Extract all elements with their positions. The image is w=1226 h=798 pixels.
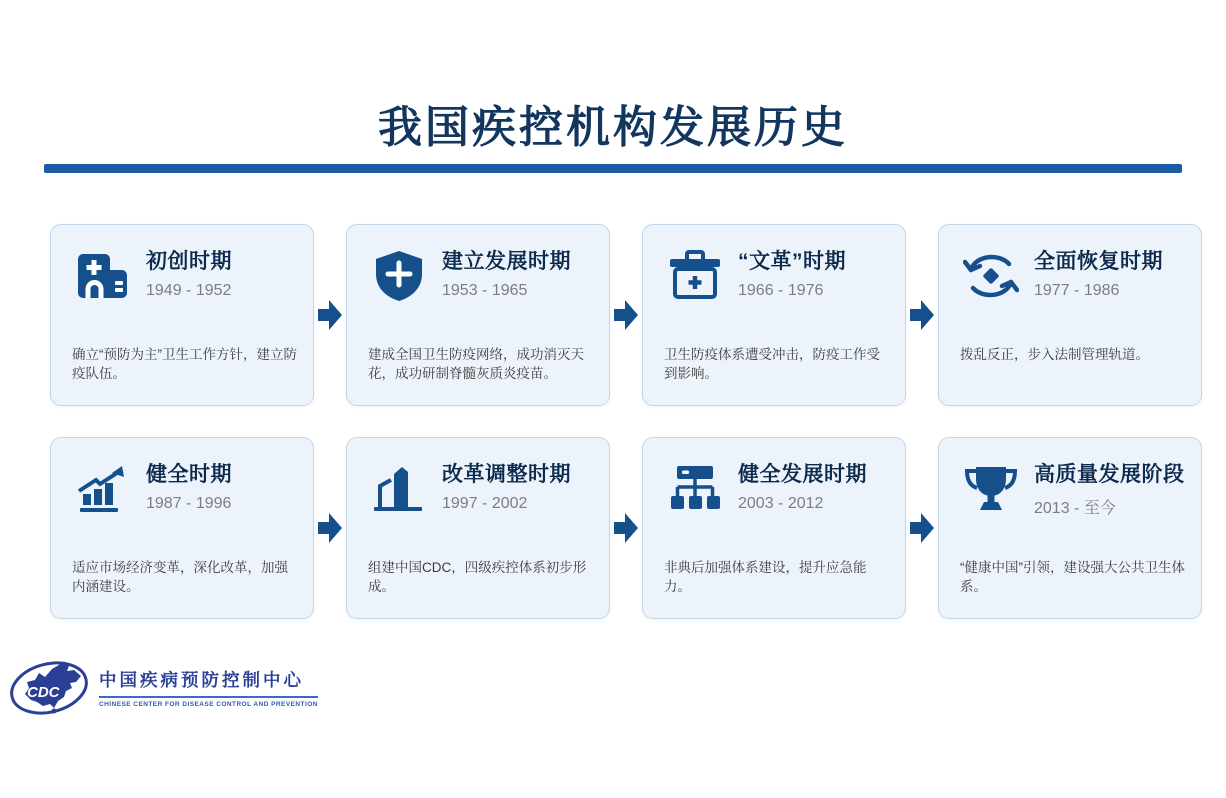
card-period: 1997 - 2002 (442, 495, 528, 513)
card-desc: 拨乱反正，步入法制管理轨道。 (960, 347, 1149, 362)
title-underline (44, 164, 1182, 173)
timeline-card (50, 437, 314, 619)
hospital-icon (75, 249, 131, 303)
card-desc: 适应市场经济变革，深化改革，加强内涵建设。 (72, 560, 288, 595)
arrow-right-icon (910, 511, 934, 545)
shield-plus-icon (371, 249, 427, 303)
card-title: “文革”时期 (738, 250, 846, 273)
arrow-cell (906, 224, 938, 406)
org-name-en: CHINESE CENTER FOR DISEASE CONTROL AND PREVENTION (99, 700, 318, 708)
arrow-right-icon (318, 298, 342, 332)
arrow-right-icon (318, 511, 342, 545)
timeline-card (938, 437, 1202, 619)
org-chart-icon (667, 462, 723, 516)
cdc-logo-block (8, 655, 318, 719)
card-period: 1977 - 1986 (1034, 282, 1120, 300)
card-head (963, 249, 1191, 303)
card-title: 建立发展时期 (442, 250, 571, 273)
org-name-zh: 中国疾病预防控制中心 (99, 667, 318, 698)
card-title: 健全时期 (146, 463, 232, 486)
org-name (99, 667, 318, 708)
page-title: 我国疾控机构发展历史 (378, 103, 848, 152)
arrow-cell (610, 437, 642, 619)
cdc-logo-text: CDC (27, 684, 60, 701)
timeline-card (50, 224, 314, 406)
card-head (963, 462, 1191, 518)
card-period: 1949 - 1952 (146, 282, 232, 300)
timeline-card (642, 437, 906, 619)
first-aid-kit-icon (667, 249, 723, 303)
arrow-cell (906, 437, 938, 619)
cdc-logo-icon (8, 655, 90, 719)
buildings-icon (371, 462, 427, 516)
timeline-card (642, 224, 906, 406)
arrow-cell (610, 224, 642, 406)
card-head (667, 249, 895, 303)
card-title: 改革调整时期 (442, 463, 571, 486)
timeline-card (938, 224, 1202, 406)
card-desc: 确立“预防为主”卫生工作方针，建立防疫队伍。 (72, 347, 297, 382)
trophy-icon (963, 462, 1019, 516)
card-desc: “健康中国”引领，建设强大公共卫生体系。 (960, 560, 1185, 595)
card-title: 高质量发展阶段 (1034, 463, 1185, 486)
card-desc: 卫生防疫体系遭受冲击，防疫工作受到影响。 (664, 347, 880, 382)
card-period: 1966 - 1976 (738, 282, 824, 300)
card-period: 2013 - 至今 (1034, 500, 1116, 518)
arrow-cell (314, 224, 346, 406)
card-title: 健全发展时期 (738, 463, 867, 486)
arrow-cell (314, 437, 346, 619)
card-head (75, 462, 303, 516)
card-head (371, 249, 599, 303)
card-period: 1987 - 1996 (146, 495, 232, 513)
arrow-right-icon (614, 511, 638, 545)
card-desc: 非典后加强体系建设，提升应急能力。 (664, 560, 867, 595)
timeline-card (346, 437, 610, 619)
card-title: 全面恢复时期 (1034, 250, 1163, 273)
card-title: 初创时期 (146, 250, 232, 273)
card-head (371, 462, 599, 516)
card-desc: 建成全国卫生防疫网络，成功消灭天花，成功研制脊髓灰质炎疫苗。 (368, 347, 584, 382)
card-desc: 组建中国CDC，四级疾控体系初步形成。 (368, 560, 587, 595)
growth-chart-icon (75, 462, 131, 516)
card-period: 1953 - 1965 (442, 282, 528, 300)
arrow-right-icon (614, 298, 638, 332)
card-head (75, 249, 303, 303)
arrow-right-icon (910, 298, 934, 332)
refresh-diamond-icon (963, 249, 1019, 303)
timeline (50, 224, 1202, 619)
timeline-card (346, 224, 610, 406)
card-period: 2003 - 2012 (738, 495, 824, 513)
card-head (667, 462, 895, 516)
